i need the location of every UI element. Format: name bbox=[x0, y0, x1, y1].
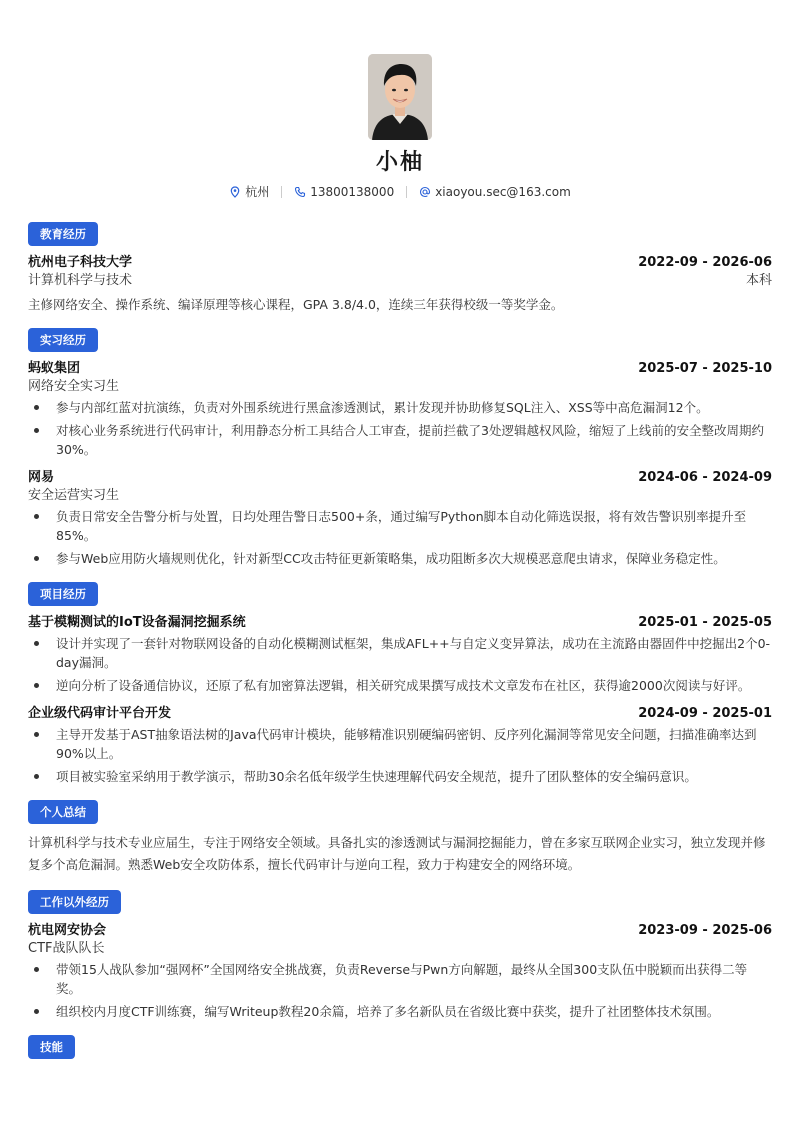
company-name: 蚂蚁集团 bbox=[28, 361, 81, 376]
avatar-photo bbox=[368, 54, 432, 140]
education-description: 主修网络安全、操作系统、编译原理等核心课程，GPA 3.8/4.0，连续三年获得校级一等奖学金。 bbox=[28, 297, 564, 312]
bullet-list bbox=[28, 398, 772, 459]
section-tag-education: 教育经历 bbox=[28, 222, 98, 246]
entry-dates: 2025-07 - 2025-10 bbox=[638, 361, 772, 376]
section-tag-skills: 技能 bbox=[28, 1035, 75, 1059]
entry-dates: 2023-09 - 2025-06 bbox=[638, 923, 772, 938]
entry-dates: 2024-09 - 2025-01 bbox=[638, 706, 772, 721]
list-item: 带领15人战队参加“强网杯”全国网络安全挑战赛，负责Reverse与Pwn方向解题，最终从全国300支队伍中脱颖而出获得二等奖。 bbox=[28, 960, 772, 998]
project-entry bbox=[28, 705, 772, 786]
bullet-list bbox=[28, 960, 772, 1021]
projects-section bbox=[28, 582, 772, 786]
entry-header bbox=[28, 360, 772, 378]
project-entry bbox=[28, 614, 772, 695]
list-item: 参与内部红蓝对抗演练，负责对外围系统进行黑盒渗透测试，累计发现并协助修复SQL注入、XSS等中高危漏洞12个。 bbox=[28, 398, 772, 417]
list-item: 逆向分析了设备通信协议，还原了私有加密算法逻辑，相关研究成果撰写成技术文章发布在社区，获得逾2000次阅读与好评。 bbox=[28, 676, 772, 695]
skills-section bbox=[28, 1035, 772, 1059]
contact-divider bbox=[406, 186, 407, 198]
project-name: 基于模糊测试的IoT设备漏洞挖掘系统 bbox=[28, 615, 246, 630]
entry-header bbox=[28, 705, 772, 723]
entry-subheader bbox=[28, 487, 772, 505]
degree: 本科 bbox=[745, 273, 772, 288]
internship-entry bbox=[28, 360, 772, 459]
contact-phone bbox=[294, 184, 394, 200]
list-item: 主导开发基于AST抽象语法树的Java代码审计模块，能够精准识别硬编码密钥、反序列化漏洞等常见安全问题，扫描准确率达到90%以上。 bbox=[28, 725, 772, 763]
avatar bbox=[368, 54, 432, 140]
major: 计算机科学与技术 bbox=[28, 273, 133, 288]
at-sign-icon bbox=[419, 186, 431, 198]
internship-section bbox=[28, 328, 772, 568]
school-name: 杭州电子科技大学 bbox=[28, 255, 133, 270]
bullet-list bbox=[28, 725, 772, 786]
internship-entry bbox=[28, 469, 772, 568]
list-item: 项目被实验室采纳用于教学演示，帮助30余名低年级学生快速理解代码安全规范，提升了团队整体的安全编码意识。 bbox=[28, 767, 772, 786]
entry-header bbox=[28, 254, 772, 272]
project-name: 企业级代码审计平台开发 bbox=[28, 706, 172, 721]
organization-role: CTF战队队长 bbox=[28, 941, 105, 956]
other-experience-section bbox=[28, 890, 772, 1021]
resume-header bbox=[28, 0, 772, 200]
contact-city bbox=[229, 184, 269, 200]
entry-dates: 2025-01 - 2025-05 bbox=[638, 615, 772, 630]
organization-name: 杭电网安协会 bbox=[28, 923, 107, 938]
bullet-list bbox=[28, 507, 772, 568]
summary-text: 计算机科学与技术专业应届生，专注于网络安全领域。具备扎实的渗透测试与漏洞挖掘能力，曾在多家互联网企业实习，独立发现并修复多个高危漏洞。熟悉Web安全攻防体系，擅长代码审计与逆向工程，致力于构建安全的网络环境。 bbox=[28, 835, 766, 872]
list-item: 对核心业务系统进行代码审计，利用静态分析工具结合人工审查，提前拦截了3处逻辑越权风险，缩短了上线前的安全整改周期约30%。 bbox=[28, 421, 772, 459]
candidate-name: 小柚 bbox=[375, 150, 424, 175]
entry-subheader bbox=[28, 940, 772, 958]
list-item: 参与Web应用防火墙规则优化，针对新型CC攻击特征更新策略集，成功阻断多次大规模恶意爬虫请求，保障业务稳定性。 bbox=[28, 549, 772, 568]
entry-header bbox=[28, 469, 772, 487]
phone-text: 13800138000 bbox=[310, 185, 395, 199]
education-section bbox=[28, 222, 772, 316]
education-entry bbox=[28, 254, 772, 316]
location-pin-icon bbox=[229, 186, 241, 198]
section-tag-other: 工作以外经历 bbox=[28, 890, 121, 914]
entry-dates: 2022-09 - 2026-06 bbox=[638, 255, 772, 270]
phone-icon bbox=[294, 186, 306, 198]
contact-divider bbox=[281, 186, 282, 198]
other-entry bbox=[28, 922, 772, 1021]
company-name: 网易 bbox=[28, 470, 55, 485]
contact-email bbox=[419, 184, 571, 200]
contact-info bbox=[28, 184, 772, 200]
section-tag-internship: 实习经历 bbox=[28, 328, 98, 352]
entry-subheader bbox=[28, 378, 772, 396]
section-tag-summary: 个人总结 bbox=[28, 800, 98, 824]
list-item: 组织校内月度CTF训练赛，编写Writeup教程20余篇，培养了多名新队员在省级比赛中获奖，提升了社团整体技术氛围。 bbox=[28, 1002, 772, 1021]
entry-header bbox=[28, 922, 772, 940]
summary-section bbox=[28, 800, 772, 876]
list-item: 设计并实现了一套针对物联网设备的自动化模糊测试框架，集成AFL++与自定义变异算法，成功在主流路由器固件中挖掘出2个0-day漏洞。 bbox=[28, 634, 772, 672]
bullet-list bbox=[28, 634, 772, 695]
job-role: 网络安全实习生 bbox=[28, 379, 120, 394]
section-tag-projects: 项目经历 bbox=[28, 582, 98, 606]
city-text: 杭州 bbox=[245, 185, 270, 199]
entry-dates: 2024-06 - 2024-09 bbox=[638, 470, 772, 485]
entry-header bbox=[28, 614, 772, 632]
list-item: 负责日常安全告警分析与处置，日均处理告警日志500+条，通过编写Python脚本自动化筛选误报，将有效告警识别率提升至85%。 bbox=[28, 507, 772, 545]
entry-subheader bbox=[28, 272, 772, 290]
job-role: 安全运营实习生 bbox=[28, 488, 120, 503]
email-text: xiaoyou.sec@163.com bbox=[435, 185, 571, 199]
